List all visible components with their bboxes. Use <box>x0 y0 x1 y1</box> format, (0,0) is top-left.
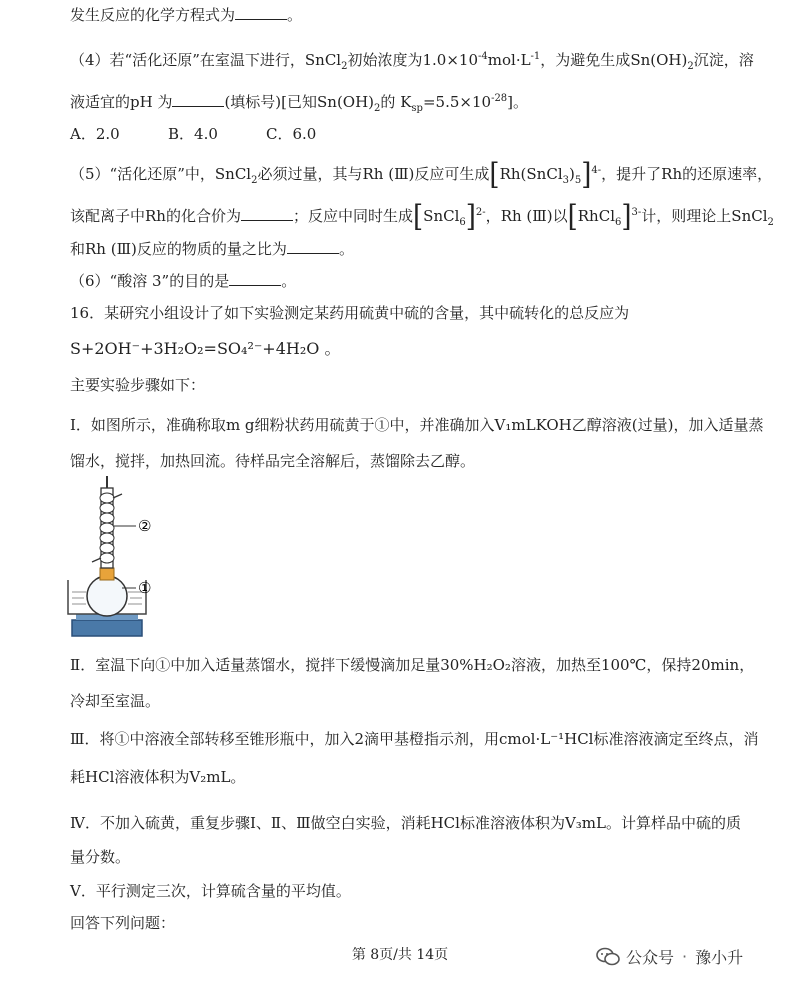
step-3-line-1: Ⅲ．将①中溶液全部转移至锥形瓶中，加入2滴甲基橙指示剂，用cmol·L⁻¹HCl标准溶液滴定至终点，消 <box>70 730 759 748</box>
line-q5-1: （5）“活化还原”中，SnCl$_2$必须过量，其与Rh (Ⅲ)反应可生成$[Rh(SnCl_3)_5]^{4-}$，提升了Rh的还原速率， <box>70 157 773 193</box>
watermark <box>596 945 743 968</box>
stopper <box>100 568 114 580</box>
watermark-dot: · <box>682 947 688 966</box>
wechat-icon <box>596 947 620 967</box>
answer-prompt: 回答下列问题： <box>70 914 176 932</box>
label-2: ② <box>138 517 152 535</box>
heater-stand <box>72 620 142 636</box>
steps-title: 主要实验步骤如下： <box>70 376 206 394</box>
option-b: B．4.0 <box>168 125 218 143</box>
step-2-line-1: Ⅱ．室温下向①中加入适量蒸馏水，搅拌下缓慢滴加足量30%H₂O₂溶液，加热至100℃，保持20min， <box>70 656 755 674</box>
step-2-line-2: 冷却至室温。 <box>70 692 161 710</box>
watermark-account: 公众号 <box>626 948 675 967</box>
round-bottom-flask <box>87 576 127 616</box>
page-number: 第 8页/共 14页 <box>351 947 449 963</box>
step-1-line-1: Ⅰ．如图所示，准确称取m g细粉状药用硫黄于①中，并准确加入V₁mLKOH乙醇溶液(过量)，加入适量蒸 <box>70 416 764 434</box>
step-4-line-1: Ⅳ．不加入硫黄，重复步骤Ⅰ、Ⅱ、Ⅲ做空白实验，消耗HCl标准溶液体积为V₃mL。计算样品中硫的质 <box>70 814 741 832</box>
line-q16: 16．某研究小组设计了如下实验测定某药用硫黄中硫的含量，其中硫转化的总反应为 <box>70 304 630 322</box>
watermark-name: 豫小升 <box>695 948 744 967</box>
reaction-equation: S+2OH⁻+3H₂O₂=SO₄²⁻+4H₂O 。 <box>70 339 341 358</box>
step-5: Ⅴ．平行测定三次，计算硫含量的平均值。 <box>70 882 351 900</box>
line-q5-2: 该配离子中Rh的化合价为 ；反应中同时生成[SnCl$_6$]$^{2-}$，Rh (Ⅲ)以[RhCl$_6$]$^{3-}$计，则理论上SnCl$_2$ <box>70 199 774 235</box>
line-q5-3: 和Rh (Ⅲ)反应的物质的量之比为 。 <box>70 240 354 258</box>
line-q3-end: 发生反应的化学方程式为 。 <box>70 6 303 24</box>
label-1: ① <box>138 579 152 597</box>
reflux-apparatus-figure <box>62 474 182 648</box>
option-a: A．2.0 <box>70 125 120 143</box>
step-1-line-2: 馏水，搅拌，加热回流。待样品完全溶解后，蒸馏除去乙醇。 <box>70 452 476 470</box>
option-c: C．6.0 <box>266 125 317 143</box>
line-q4-2: 液适宜的pH 为 (填标号)[已知$Sn(OH)_2$的 $K_{sp}=5.5\times 10^{-28}$]。 <box>70 93 529 114</box>
options-row <box>70 123 760 145</box>
step-4-line-2: 量分数。 <box>70 848 131 866</box>
line-q4-1: （4）若“活化还原”在室温下进行，SnCl$_2$初始浓度为$1.0\times 10^{-4}mol\cdot L^{-1}$，为避免生成$Sn(OH)_2$沉淀，溶 <box>70 51 754 72</box>
line-q6: （6）“酸溶 3”的目的是 。 <box>70 272 297 290</box>
step-3-line-2: 耗HCl溶液体积为V₂mL。 <box>70 768 246 786</box>
